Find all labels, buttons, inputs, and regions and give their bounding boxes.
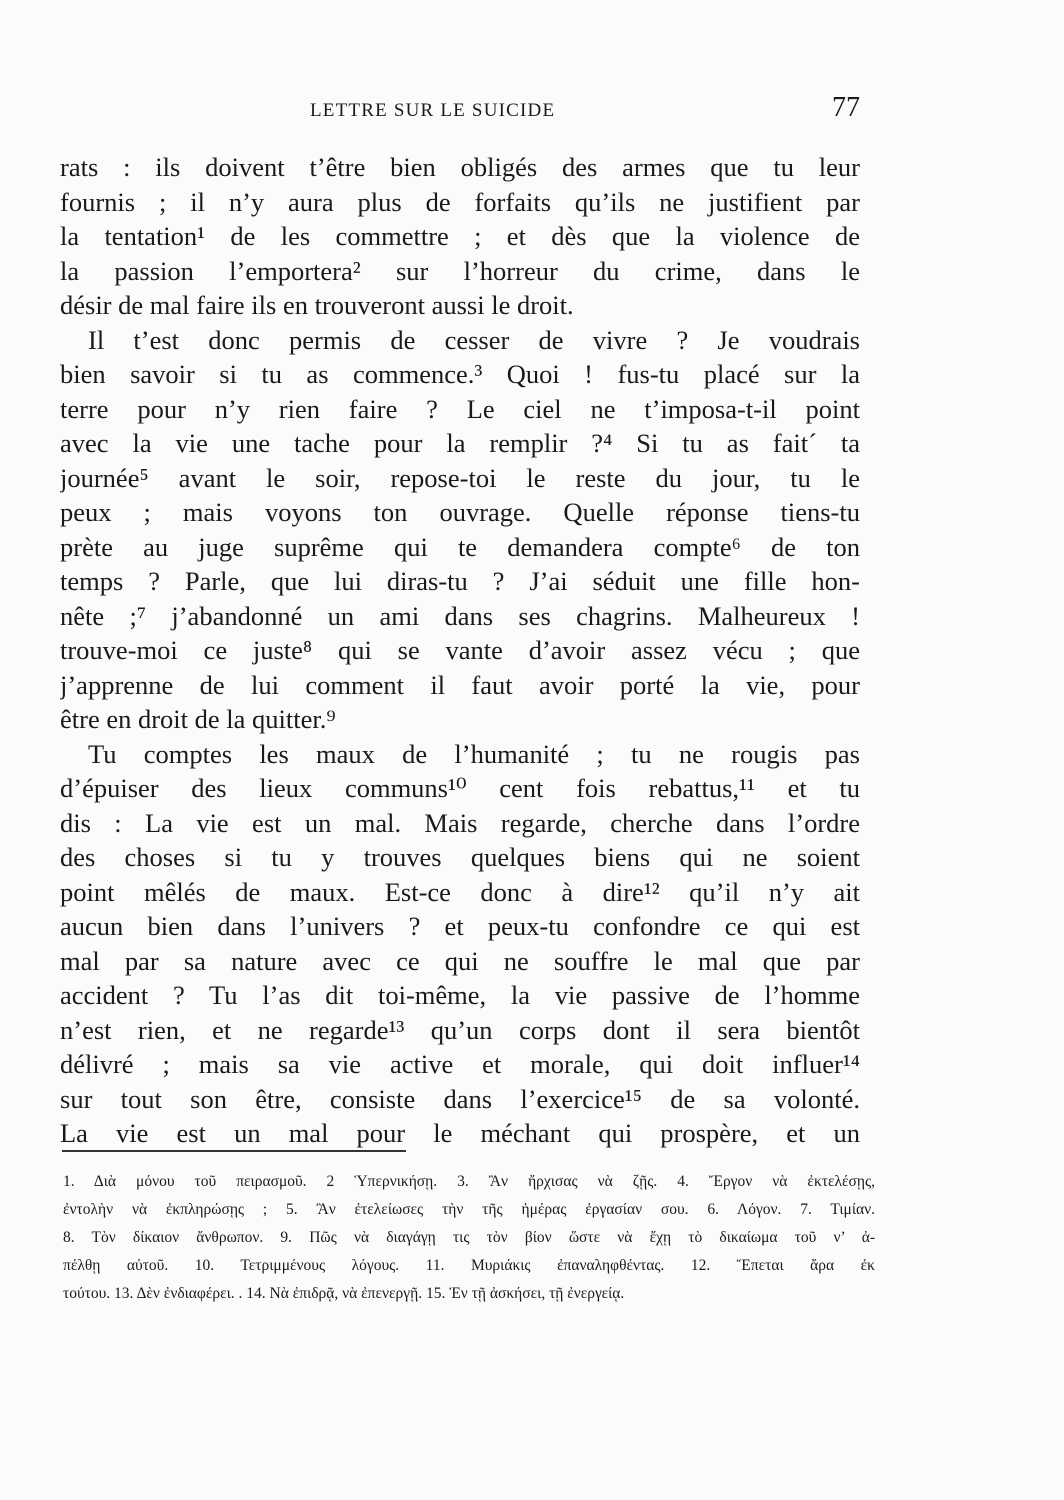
text-line: bien savoir si tu as commence.³ Quoi ! fus-tu placé sur la [60, 359, 860, 389]
text-line: délivré ; mais sa vie active et morale, qui doit influer¹⁴ [60, 1049, 860, 1079]
footnote-line: 1. Διὰ μόνου τοῦ πειρασμοῦ. 2 Ὑπερνικήσῃ. 3. Ἂν ἤρχισας νὰ ζῇς. 4. Ἔργον νὰ ἐκτελέσῃς, [63, 1173, 875, 1190]
text-line: fournis ; il n’y aura plus de forfaits qu’ils ne justifient par [60, 186, 860, 217]
text-line: j’apprenne de lui comment il faut avoir porté la vie, pour [60, 669, 860, 700]
text-line: être en droit de la quitter.⁹ [60, 704, 336, 734]
running-title: LETTRE SUR LE SUICIDE [310, 100, 556, 121]
text-line: aucun bien dans l’univers ? et peux-tu confondre ce qui est [60, 911, 860, 941]
text-line: peux ; mais voyons ton ouvrage. Quelle réponse tiens-tu [60, 497, 860, 527]
footnote-line: ἐντολὴν νὰ ἐκπληρώσῃς ; 5. Ἂν ἐτελείωσες τὴν τῆς ἡμέρας ἐργασίαν σου. 6. Λόγον. 7. Τιμίαν. [63, 1201, 875, 1218]
text-line: trouve-moi ce juste⁸ qui se vante d’avoir assez vécu ; que [60, 635, 860, 665]
text-line: désir de mal faire ils en trouveront aussi le droit. [60, 290, 574, 320]
text-line: accident ? Tu l’as dit toi-même, la vie passive de l’homme [60, 980, 860, 1010]
text-line: d’épuiser des lieux communs¹⁰ cent fois rebattus,¹¹ et tu [60, 773, 860, 803]
text-line: terre pour n’y rien faire ? Le ciel ne t’imposa-t-il point [60, 393, 860, 424]
text-line: mal par sa nature avec ce qui ne souffre le mal que par [60, 945, 860, 976]
text-line: avec la vie une tache pour la remplir ?⁴ Si tu as fait´ ta [60, 428, 860, 458]
footnote-divider [62, 1150, 406, 1152]
text-line: la passion l’emportera² sur l’horreur du crime, dans le [60, 255, 860, 286]
text-line: la tentation¹ de les commettre ; et dès que la violence de [60, 221, 860, 251]
footnote-line: 8. Τὸν δίκαιον ἄνθρωπον. 9. Πῶς νὰ διαγάγῃ τις τὸν βίον ὥστε νὰ ἔχῃ τὸ δικαίωμα τοῦ ν’ ἀ- [63, 1229, 875, 1246]
text-line: n’est rien, et ne regarde¹³ qu’un corps dont il sera bientôt [60, 1014, 860, 1045]
paragraph [60, 737, 860, 1151]
text-line: prète au juge suprême qui te demandera compte⁶ de ton [60, 531, 860, 562]
footnote-line: πέλθῃ αὐτοῦ. 10. Τετριμμένους λόγους. 11. Μυριάκις ἐπαναληφθέντας. 12. Ἕπεται ἄρα ἐκ [63, 1257, 875, 1274]
paragraph [60, 150, 860, 323]
text-line: des choses si tu y trouves quelques biens qui ne soient [60, 842, 860, 872]
text-line: dis : La vie est un mal. Mais regarde, cherche dans l’ordre [60, 807, 860, 838]
page-number: 77 [832, 92, 860, 123]
text-line: La vie est un mal pour le méchant qui prospère, et un [60, 1118, 860, 1148]
text-line: nête ;⁷ j’abandonné un ami dans ses chagrins. Malheureux ! [60, 600, 860, 631]
paragraph [60, 323, 860, 737]
text-line: Tu comptes les maux de l’humanité ; tu ne rougis pas [88, 738, 860, 769]
text-line: rats : ils doivent t’être bien obligés des armes que tu leur [60, 152, 860, 182]
main-text [60, 150, 860, 1151]
text-line: sur tout son être, consiste dans l’exercice¹⁵ de sa volonté. [60, 1083, 860, 1114]
footnotes [63, 1168, 875, 1308]
page-header [60, 92, 860, 132]
text-line: Il t’est donc permis de cesser de vivre ? Je voudrais [88, 324, 860, 355]
text-line: temps ? Parle, que lui diras-tu ? J’ai séduit une fille hon- [60, 566, 860, 596]
text-line: point mêlés de maux. Est-ce donc à dire¹² qu’il n’y ait [60, 876, 860, 907]
footnote-line: τούτου. 13. Δὲν ἐνδιαφέρει. . 14. Νὰ ἐπιδρᾷ, νὰ ἐπενεργῇ. 15. Ἐν τῇ ἀσκήσει, τῇ ἐνεργείᾳ. [63, 1285, 625, 1302]
text-line: journée⁵ avant le soir, repose-toi le reste du jour, tu le [60, 462, 860, 493]
